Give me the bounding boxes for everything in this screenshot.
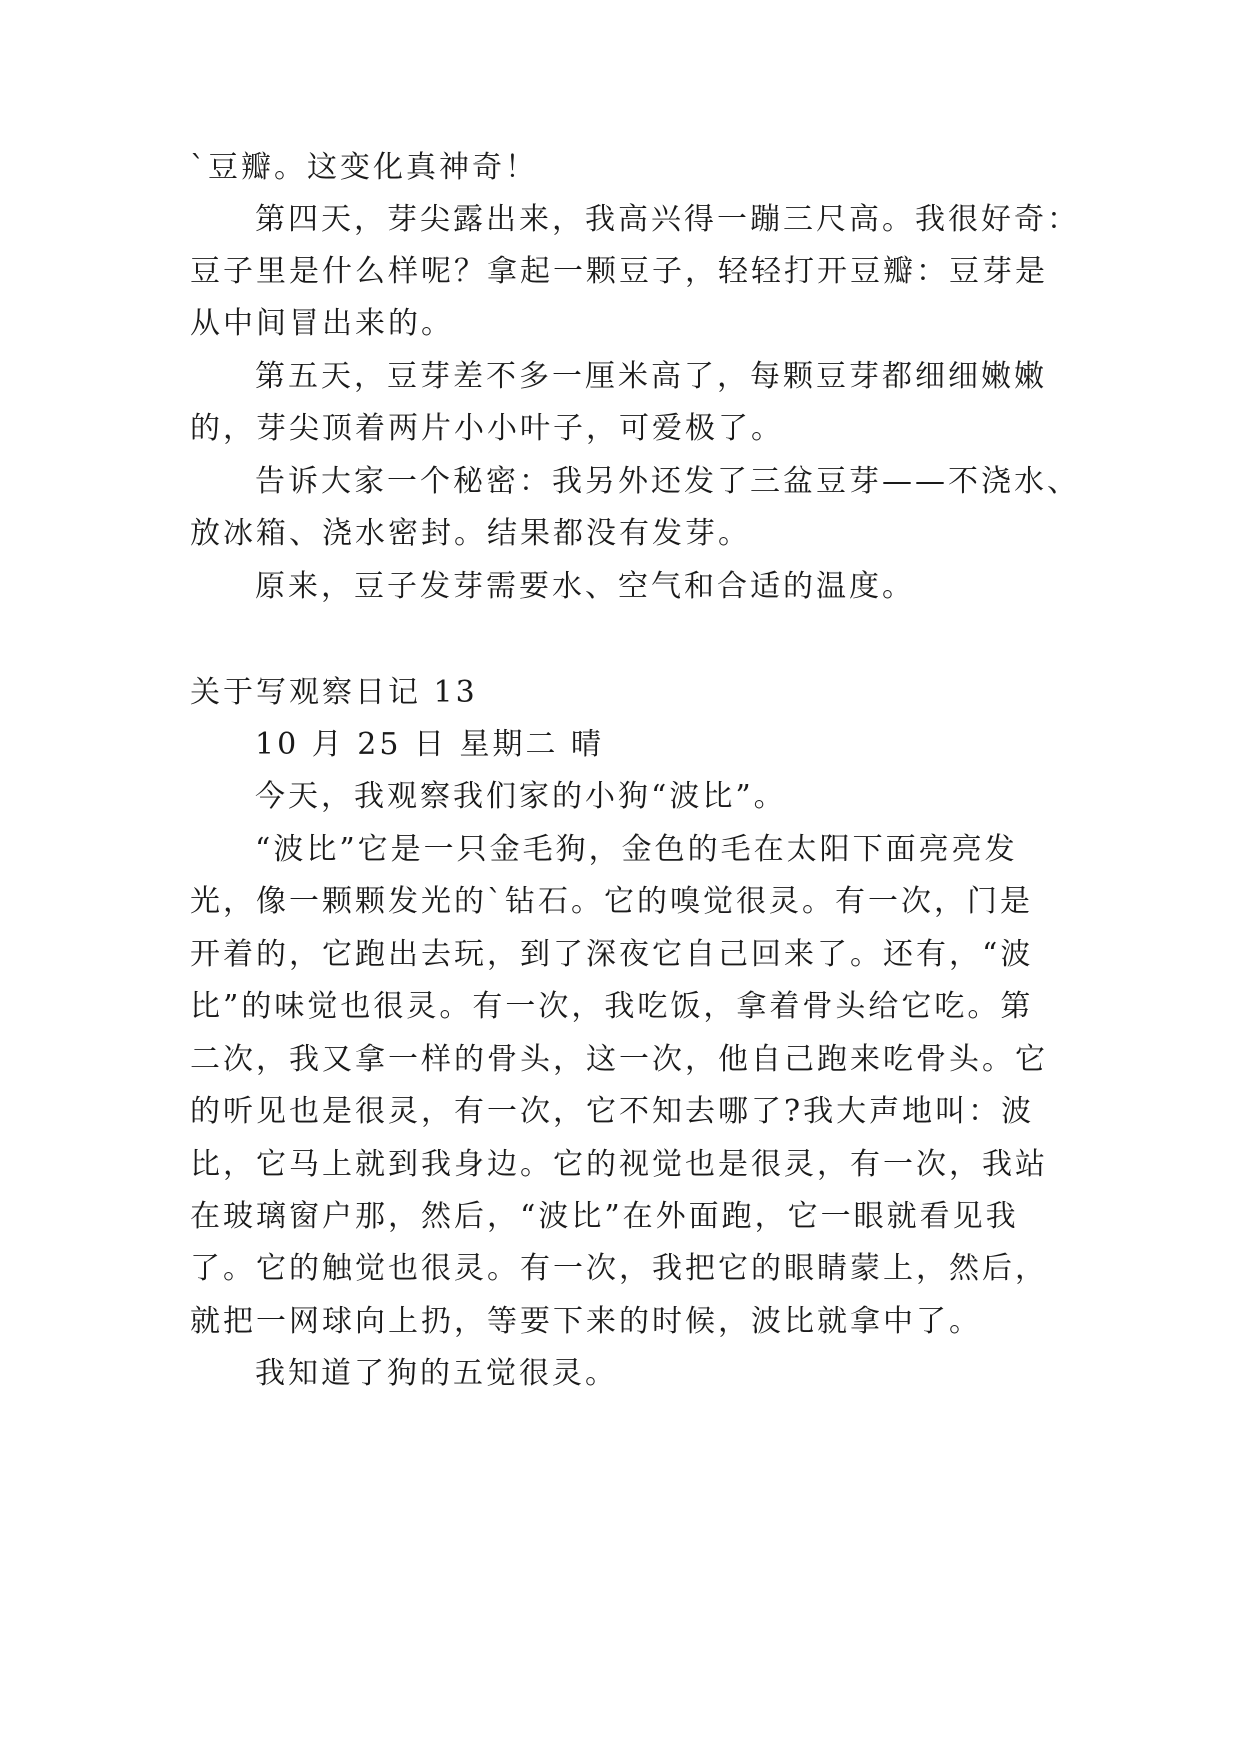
text-line: 从中间冒出来的。: [190, 306, 454, 341]
text-line: 豆子里是什么样呢？拿起一颗豆子，轻轻打开豆瓣：豆芽是: [190, 254, 1048, 289]
text-line: 告诉大家一个秘密：我另外还发了三盆豆芽——不浇水、: [255, 464, 1080, 499]
text-line: 第四天，芽尖露出来，我高兴得一蹦三尺高。我很好奇：: [255, 202, 1080, 237]
section-title: 关于写观察日记 13: [190, 675, 478, 710]
text-line: 的听见也是很灵，有一次，它不知去哪了?我大声地叫：波: [190, 1094, 1035, 1129]
text-line: 比”的味觉也很灵。有一次，我吃饭，拿着骨头给它吃。第: [190, 989, 1034, 1024]
text-line: 第五天，豆芽差不多一厘米高了，每颗豆芽都细细嫩嫩: [255, 359, 1047, 394]
text-line: “波比”它是一只金毛狗，金色的毛在太阳下面亮亮发: [255, 832, 1018, 867]
text-line: 放冰箱、浇水密封。结果都没有发芽。: [190, 516, 751, 551]
text-line: 光，像一颗颗发光的`钻石。它的嗅觉很灵。有一次，门是: [190, 884, 1033, 919]
text-line: 比，它马上就到我身边。它的视觉也是很灵，有一次，我站: [190, 1147, 1048, 1182]
text-line: 开着的，它跑出去玩，到了深夜它自己回来了。还有，“波: [190, 937, 1034, 972]
text-line: 今天，我观察我们家的小狗“波比”。: [255, 779, 787, 814]
text-line: 我知道了狗的五觉很灵。: [255, 1356, 618, 1391]
text-line: 的，芽尖顶着两片小小叶子，可爱极了。: [190, 411, 784, 446]
text-line: `豆瓣。这变化真神奇！: [190, 150, 538, 185]
text-line: 就把一网球向上扔，等要下来的时候，波比就拿中了。: [190, 1304, 982, 1339]
date-line: 10 月 25 日 星期二 晴: [255, 727, 605, 762]
text-line: 原来，豆子发芽需要水、空气和合适的温度。: [255, 569, 915, 604]
text-line: 在玻璃窗户那，然后，“波比”在外面跑，它一眼就看见我: [190, 1199, 1019, 1234]
text-line: 二次，我又拿一样的骨头，这一次，他自己跑来吃骨头。它: [190, 1042, 1048, 1077]
text-line: 了。它的触觉也很灵。有一次，我把它的眼睛蒙上，然后，: [190, 1251, 1048, 1286]
